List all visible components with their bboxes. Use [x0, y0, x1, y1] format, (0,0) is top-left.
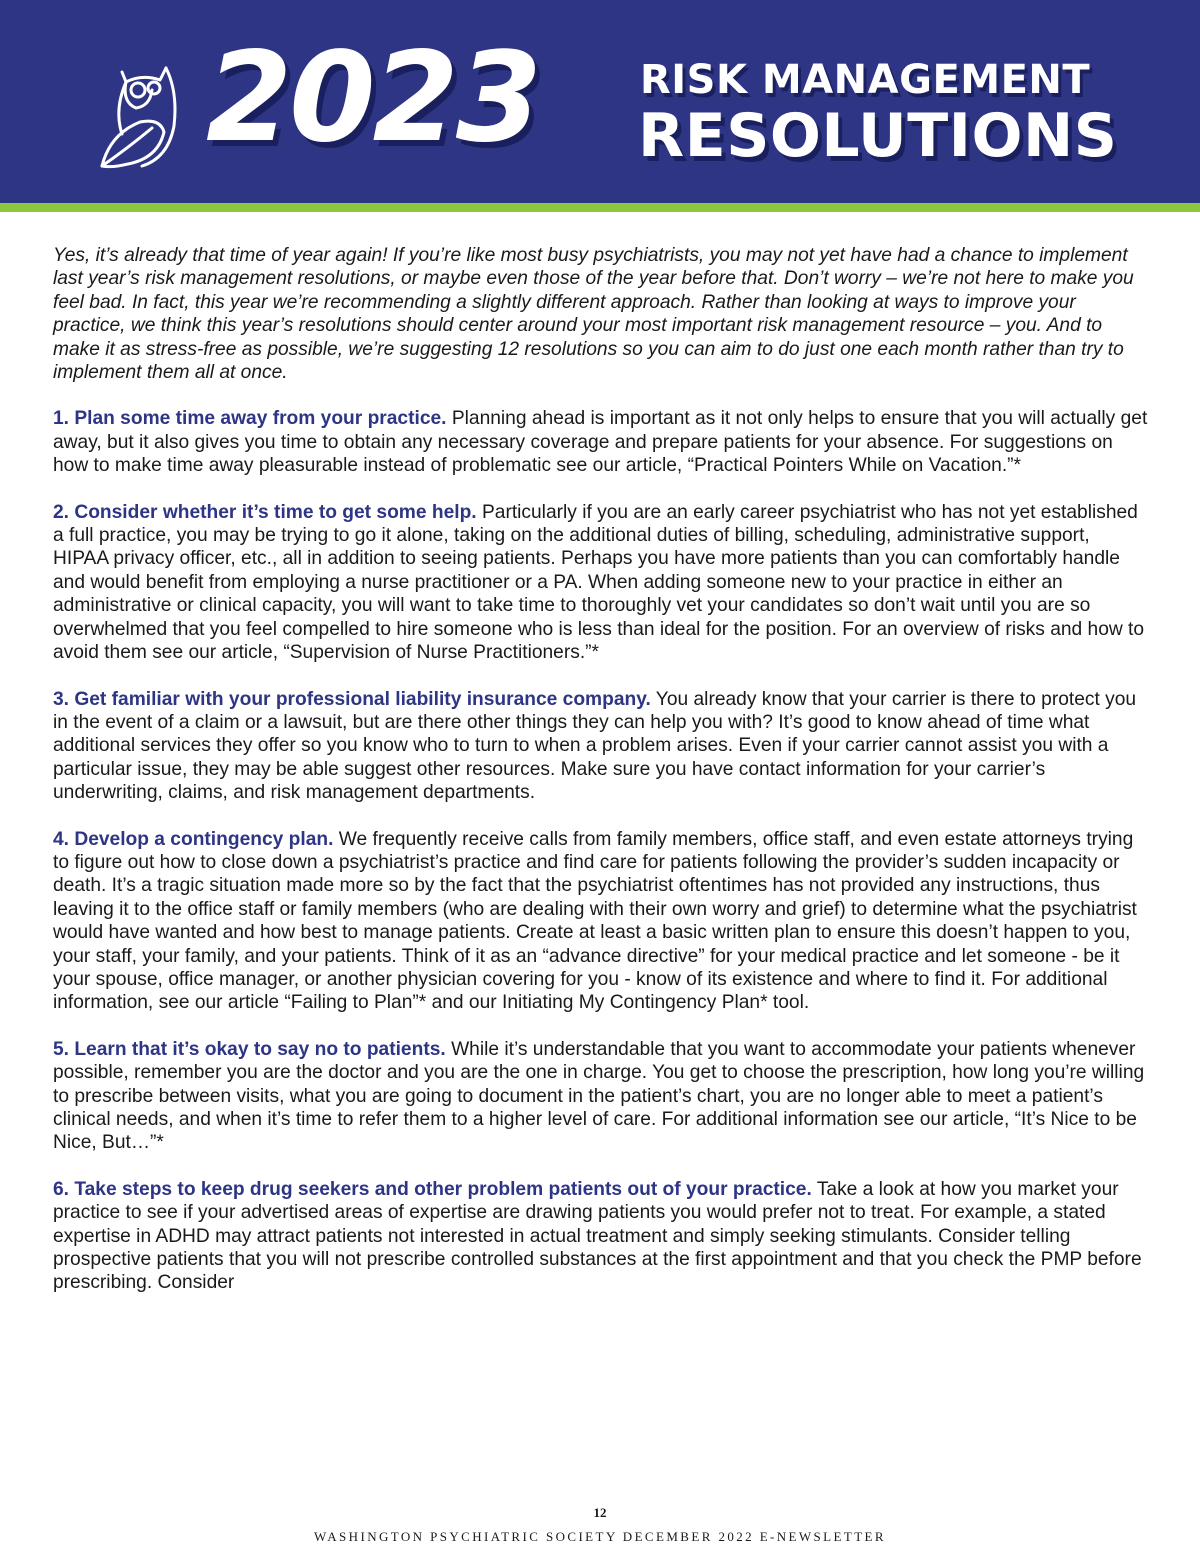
resolution-text: While it’s understandable that you want to accommodate your patients whenever possible, remember you are the doctor and you are the one in charge. You get to choose the prescription, how long you’re willing to prescribe between visits, what you are going to document in the patient’s chart, you are no longer able to meet a patient’s clinical needs, and when it’s time to refer them to a higher level of care. For additional information see our article, “It’s Nice to be Nice, But…”* — [53, 1038, 1145, 1154]
title-line-2: RESOLUTIONS — [638, 101, 1118, 171]
resolution-text: Planning ahead is important as it not only helps to ensure that you will actually get away, but it also gives you time to obtain any necessary coverage and prepare patients for your absence. For suggestions on how to make time away pleasurable instead of problematic see our article, “Practical Pointers While on Vacation.”* — [53, 408, 1148, 477]
owl-icon — [92, 62, 188, 174]
header-banner — [0, 0, 1200, 203]
resolution-text: Take a look at how you market your practice to see if your advertised areas of expertise are drawing patients you would prefer not to treat. For example, a stated expertise in ADHD may attract patients not interested in actual treatment and simply seeking stimulants. Consider telling prospective patients that you will not prescribe controlled substances at the first appointment and that you check the PMP before prescribing. Consider — [53, 1178, 1142, 1294]
year-heading: 2023 — [206, 26, 540, 170]
resolution-heading: 2. Consider whether it’s time to get some help. — [53, 501, 477, 523]
resolution-heading: 4. Develop a contingency plan. — [53, 828, 334, 850]
newsletter-footer: WASHINGTON PSYCHIATRIC SOCIETY DECEMBER 2022 E-NEWSLETTER — [314, 1529, 886, 1544]
page-number: 12 — [593, 1505, 607, 1520]
intro-paragraph: Yes, it’s already that time of year again! If you’re like most busy psychiatrists, you may not yet have had a chance to implement last year’s risk management resolutions, or maybe even those of the year before that. Don’t worry – we’re not here to make you feel bad. In fact, this year we’re recommending a slightly different approach. Rather than looking at ways to improve your practice, we think this year’s resolutions should center around your most important risk management resource – you. And to make it as stress-free as possible, we’re suggesting 12 resolutions so you can aim to do just one each month rather than try to implement them all at once. — [53, 245, 1134, 384]
accent-divider — [0, 203, 1200, 212]
resolution-text: You already know that your carrier is there to protect you in the event of a claim or a lawsuit, but are there other things they can help you with? It’s good to know ahead of time what additional services they offer so you know who to turn to when a problem arises. Even if your carrier cannot assist you with a particular issue, they may be able suggest other resources. Make sure you have contact information for your carrier’s underwriting, claims, and risk management departments. — [53, 688, 1137, 804]
resolution-item — [53, 1178, 1150, 1295]
title-line-1: RISK MANAGEMENT — [640, 57, 1091, 103]
resolution-item — [53, 828, 1150, 1015]
resolution-heading: 1. Plan some time away from your practice. — [53, 408, 447, 430]
resolution-text: Particularly if you are an early career psychiatrist who has not yet established a full practice, you may be trying to go it alone, taking on the additional duties of billing, scheduling, administrative support, HIPAA privacy officer, etc., all in addition to seeing patients. Perhaps you have more patients than you can comfortably handle and would benefit from employing a nurse practitioner or a PA. When adding someone new to your practice in either an administrative or clinical capacity, you will want to take time to thoroughly vet your candidates so don’t wait until you are so overwhelmed that you feel compelled to hire someone who is less than ideal for the position. For an overview of risks and how to avoid them see our article, “Supervision of Nurse Practitioners.”* — [53, 501, 1145, 664]
resolution-heading: 5. Learn that it’s okay to say no to patients. — [53, 1038, 446, 1060]
resolution-heading: 3. Get familiar with your professional liability insurance company. — [53, 688, 651, 710]
resolution-text: We frequently receive calls from family members, office staff, and even estate attorneys trying to figure out how to close down a psychiatrist’s practice and find care for patients following the provider’s sudden incapacity or death. It’s a tragic situation made more so by the fact that the psychiatrist oftentimes has not provided any instructions, thus leaving it to the office staff or family members (who are dealing with their own worry and grief) to determine what the psychiatrist would have wanted and how best to manage patients. Create at least a basic written plan to ensure this doesn’t happen to you, your staff, your family, and your patients. Think of it as an “advance directive” for your medical practice and let someone - be it your spouse, office manager, or another physician covering for you - know of its existence and where to find it. For additional information, see our article “Failing to Plan”* and our Initiating My Contingency Plan* tool. — [53, 828, 1137, 1014]
resolution-heading: 6. Take steps to keep drug seekers and other problem patients out of your practice. — [53, 1178, 812, 1200]
resolution-item — [53, 501, 1150, 665]
resolution-item — [53, 1038, 1150, 1155]
resolution-item — [53, 407, 1150, 477]
resolution-item — [53, 688, 1150, 805]
article-body — [53, 244, 1150, 1318]
